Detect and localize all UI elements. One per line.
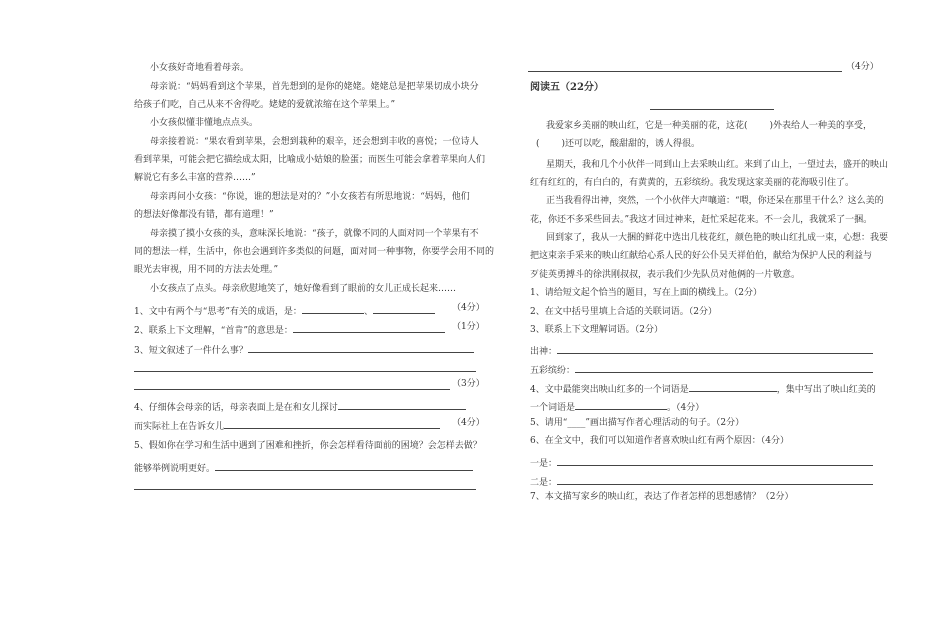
question-text: 而实际社上在告诉女儿 (134, 422, 225, 432)
score: （4分） (452, 303, 485, 313)
question-6b (530, 475, 873, 488)
question-text: 3、短文叙述了一件什么事？ (134, 346, 248, 356)
paragraph: 小女孩点了点头。母亲欣慰地笑了，她好像看到了眼前的女儿正成长起来…… (150, 284, 457, 294)
question-text: ，集中写出了映山红美的 (776, 385, 876, 395)
paragraph: 正当我看得出神，突然，一个小伙伴大声嚷道：“喂，你还呆在那里干什么？这么美的 (546, 196, 884, 206)
answer-blank[interactable] (575, 363, 873, 373)
question-text: 4、文中最能突出映山红多的一个词语是 (530, 385, 689, 395)
paragraph: 小女孩好奇地看着母亲。 (150, 63, 250, 73)
label: 五彩缤纷： (530, 366, 576, 376)
question-5-cont (134, 461, 473, 474)
paragraph: 母亲摸了摸小女孩的头，意味深长地说：“孩子，就像不同的人面对同一个苹果有不 (150, 229, 479, 239)
answer-line[interactable] (134, 389, 450, 390)
text: )外表给人一种美的享受， (769, 121, 873, 131)
answer-blank[interactable] (302, 304, 364, 314)
paragraph: 母亲说：“妈妈看到这个苹果，首先想到的是你的姥姥。姥姥总是把苹果切成小块分 (150, 82, 479, 92)
question-text: 。（4分） (667, 403, 705, 413)
paragraph: 母亲接着说：“果农看到苹果，会想到栽种的艰辛，还会想到丰收的喜悦；一位诗人 (150, 137, 479, 147)
paragraph: 解说它有多么丰富的营养……” (134, 173, 256, 183)
paragraph: 给孩子们吃，自己从来不舍得吃。姥姥的爱就浓缩在这个苹果上。” (134, 100, 396, 110)
paragraph: 同的想法一样，生活中，你也会遇到许多类似的问题，面对同一种事物，你要学会用不同的 (134, 247, 495, 257)
question-3 (134, 343, 474, 356)
paragraph: 母亲再问小女孩：“你说，谁的想法是对的？”小女孩若有所思地说：“妈妈，他们 (150, 192, 470, 202)
question-6a (530, 456, 873, 469)
score: （4分） (846, 62, 879, 72)
question-3a (530, 344, 873, 357)
question-text: 4、仔细体会母亲的话，母亲表面上是在和女儿探讨 (134, 403, 338, 413)
paragraph: 红有红红的，有白白的，有黄黄的，五彩缤纷。我发现这家美丽的花海吸引住了。 (530, 178, 855, 188)
question-1 (134, 304, 435, 317)
question-5: 5、请用“____”画出描写作者心理活动的句子。（2分） (530, 418, 745, 428)
question-5: 5、假如你在学习和生活中遇到了困难和挫折，你会怎样看待面前的困境？会怎样去做？ (134, 441, 482, 451)
label: 一是： (530, 459, 558, 469)
separator: 、 (363, 307, 373, 317)
question-text: 一个词语是 (530, 403, 576, 413)
text: )还可以吃，酸甜甜的，诱人得很。 (561, 139, 701, 149)
answer-blank[interactable] (224, 419, 440, 429)
answer-blank[interactable] (338, 400, 466, 410)
text: ( (536, 139, 540, 149)
question-4-cont (134, 419, 440, 432)
answer-line[interactable] (134, 371, 476, 372)
question-1: 1、请给短文起个恰当的题目，写在上面的横线上。（2分） (530, 288, 762, 298)
question-3b (530, 363, 873, 376)
section-title: 阅读五（22分） (530, 82, 604, 93)
score: （1分） (452, 322, 485, 332)
answer-blank[interactable] (215, 461, 473, 471)
paragraph: 花，你还不多采些回去。”我这才回过神来，赶忙采起花来。不一会儿，我就采了一捆。 (530, 215, 873, 225)
text: 我爱家乡美丽的映山红，它是一种美丽的花，这花( (546, 121, 748, 131)
paragraph: 的想法好像都没有错，都有道理！” (134, 210, 274, 220)
question-4 (530, 382, 876, 395)
answer-blank[interactable] (293, 323, 445, 333)
paragraph: 小女孩似懂非懂地点点头。 (150, 118, 259, 128)
answer-blank[interactable] (557, 475, 873, 485)
question-2 (134, 323, 445, 336)
answer-blank[interactable] (575, 400, 667, 410)
question-6: 6、在全文中，我们可以知道作者喜欢映山红有两个原因：（4分） (530, 436, 789, 446)
label: 出神： (530, 347, 558, 357)
question-text: 能够举例说明更好。 (134, 464, 216, 474)
question-7: 7、本文描写家乡的映山红，表达了作者怎样的思想感情？（2分） (530, 492, 794, 502)
answer-blank[interactable] (689, 382, 777, 392)
paragraph: 歹徒英勇搏斗的徐洪刚叔叔，表示我们少先队员对他俩的一片敬意。 (530, 270, 801, 280)
question-4-cont (530, 400, 704, 413)
answer-blank[interactable] (557, 344, 873, 354)
paragraph: 星期天，我和几个小伙伴一同到山上去采映山红。来到了山上，一望过去，盛开的映山 (546, 160, 889, 170)
score: （3分） (452, 379, 485, 389)
question-2: 2、在文中括号里填上合适的关联词语。（2分） (530, 307, 717, 317)
paragraph: 眼光去审视，用不同的方法去处理。” (134, 265, 279, 275)
question-text: 2、联系上下文理解，“首肯”的意思是： (134, 326, 293, 336)
answer-blank[interactable] (373, 304, 435, 314)
answer-line[interactable] (134, 489, 476, 490)
answer-line[interactable] (528, 71, 842, 72)
paragraph: 把这束亲手采来的映山红献给心系人民的好公仆吴天祥伯伯，献给为保护人民的利益与 (530, 251, 873, 261)
paragraph: 回到家了，我从一大捆的鲜花中选出几枝花红，颜色艳的映山红扎成一束，心想：我要 (546, 233, 889, 243)
question-4 (134, 400, 466, 413)
paragraph (546, 122, 872, 131)
answer-blank[interactable] (557, 456, 873, 466)
label: 二是： (530, 478, 558, 488)
score: （4分） (452, 418, 485, 428)
paragraph: 看到苹果，可能会把它描绘成太阳，比喻成小姑娘的脸蛋；而医生可能会拿着苹果向人们 (134, 155, 486, 165)
paragraph (536, 140, 700, 149)
answer-blank[interactable] (248, 343, 474, 353)
question-3: 3、联系上下文理解词语。（2分） (530, 325, 663, 335)
title-answer-line[interactable] (650, 109, 774, 110)
question-text: 1、文中有两个与“思考”有关的成语，是： (134, 307, 302, 317)
